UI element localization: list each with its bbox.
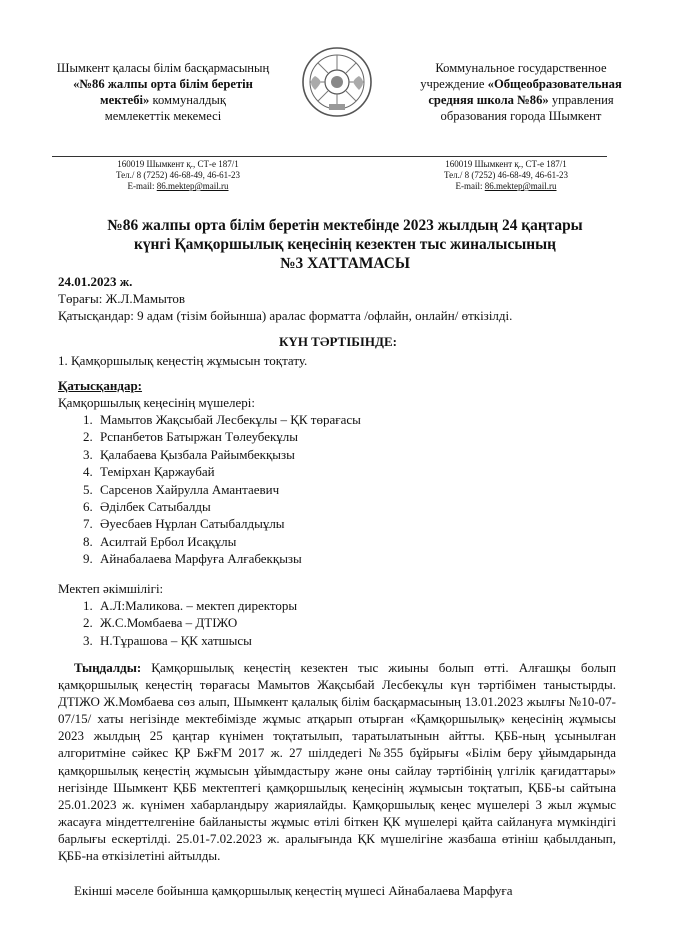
list-item: 3. Н.Тұрашова – ҚК хатшысы <box>96 632 658 649</box>
header-left-school-name-2: мектебі» <box>100 93 150 107</box>
heard-text: Қамқоршылық кеңестің кезектен тыс жиыны болып өтті. Алғашқы болып қамқоршылық кеңестің төрағасы Мамытов Жақсыбай Лесбекұлы күн тәртібімен таныстырды. ДТІЖО Ж.Момбаева сөз алып, Шымкент қалалық білім басқармасының 13.01.2023 жылғы №10-07-07/15/ хаты негізінде мектебімізде жұмыс атқарып отырған «Қамқоршылық» кеңесінің жұмысы 2023 жылдың 25 қаңтар күнімен тоқтатылып, таратылатынын айтты. ҚББ-ның ұсынылған алгоритміне сәйкес ҚР БжҒМ 2017 ж. 27 шілдедегі №355 бұйрығы «Білім беру ұйымдарында қамқоршылық кеңестің жұмысын ұйымдастыру және оны сайлау тәртібінің үлгілік қағидаттары» негізінде Шымкент ҚББ мектептегі қамқоршылық кеңесінің жұмысын тоқтатып, ҚББ-ы сайтына 25.01.2023 ж. күнімен хабарландыру жариялайды. Қамқоршылық кеңес мүшелері 3 жыл жұмыс жасауға міндеттелгеніне байланысты жұмыс өтілі біткен ҚК мүшелері қайта сайлануға мүмкіндігі барлығы ескертілді. 25.01-7.02.2023 ж. аралығында ҚК мүшелігіне жазбаша өтініш қабылданып, ҚББ-на өткізілетіні айтылды. <box>58 660 616 864</box>
administration-heading: Мектеп әкімшілігі: <box>58 581 164 596</box>
header-right-line5: образования города Шымкент <box>440 109 602 123</box>
header-right-line4: управления <box>548 93 614 107</box>
meeting-date: 24.01.2023 ж. <box>58 274 133 289</box>
list-item: 9. Айнабалаева Марфуға Алғабекқызы <box>96 550 658 567</box>
address-left-phone: Тел./ 8 (7252) 46-68-49, 46-61-23 <box>115 170 241 180</box>
address-left-email-link[interactable]: 86.mektep@mail.ru <box>156 181 229 191</box>
list-item: 7. Әуесбаев Нұрлан Сатыбалдыұлы <box>96 515 658 532</box>
list-item: 2. Ж.С.Момбаева – ДТІЖО <box>96 614 658 631</box>
list-item: 1. Мамытов Жақсыбай Лесбекұлы – ҚК төрағасы <box>96 411 658 428</box>
list-item: 8. Асилтай Ербол Исақұлы <box>96 533 658 550</box>
meeting-participants: Қатысқандар: 9 адам (тізім бойынша) аралас форматта /офлайн, онлайн/ өткізілді. <box>58 308 513 323</box>
address-right-phone: Тел./ 8 (7252) 46-68-49, 46-61-23 <box>443 170 569 180</box>
title-line2: күнгі Қамқоршылық кеңесінің кезектен тыс жиналысының <box>133 236 557 253</box>
list-item: 3. Қалабаева Қызбала Райымбекқызы <box>96 446 658 463</box>
title-line3: №3 ХАТТАМАСЫ <box>280 255 410 272</box>
meta-block <box>58 273 658 324</box>
state-emblem-icon <box>301 46 373 118</box>
address-left-email-label: E-mail: <box>127 181 157 191</box>
list-item: 1. А.Л:Маликова. – мектеп директоры <box>96 597 658 614</box>
document-title <box>40 216 650 273</box>
title-line1: №86 жалпы орта білім беретін мектебінде 2023 жылдың 24 қаңтары <box>107 217 583 234</box>
header-left-line4: мемлекеттік мекемесі <box>104 109 222 123</box>
administration-list <box>58 597 658 649</box>
meeting-chair: Төрағы: Ж.Л.Мамытов <box>58 291 186 306</box>
address-right-email-label: E-mail: <box>455 181 485 191</box>
header-right-line2: учреждение <box>420 77 488 91</box>
header-left-line3: коммуналдық <box>149 93 226 107</box>
list-item: 4. Темірхан Қаржаубай <box>96 463 658 480</box>
header-right-school-name: «Общеобразовательная <box>487 77 622 91</box>
list-item: 2. Рспанбетов Батыржан Төлеубекұлы <box>96 428 658 445</box>
attendees-subheading: Қамқоршылық кеңесінің мүшелері: <box>58 395 255 410</box>
address-right-email-link[interactable]: 86.mektep@mail.ru <box>484 181 557 191</box>
address-right-street: 160019 Шымкент қ., СТ-е 187/1 <box>445 159 567 169</box>
council-member-list <box>58 411 658 568</box>
header-right-line1: Коммунальное государственное <box>435 61 607 75</box>
address-russian <box>386 159 626 192</box>
address-left-street: 160019 Шымкент қ., СТ-е 187/1 <box>117 159 239 169</box>
header-left-school-name: «№86 жалпы орта білім беретін <box>73 77 253 91</box>
attendees-block <box>58 377 658 568</box>
agenda-item: 1. Қамқоршылық кеңестің жұмысын тоқтату. <box>58 353 308 368</box>
header-left-line1: Шымкент қаласы білім басқармасының <box>56 61 270 75</box>
address-kazakh <box>58 159 298 192</box>
list-item: 6. Әділбек Сатыбалды <box>96 498 658 515</box>
header-russian <box>392 60 650 124</box>
heard-label: Тыңдалды: <box>74 660 142 675</box>
agenda-heading: КҮН ТӘРТІБІНДЕ: <box>279 334 397 349</box>
second-issue-paragraph: Екінші мәселе бойынша қамқоршылық кеңестің мүшесі Айнабалаева Марфуға <box>74 883 513 898</box>
header-divider <box>52 156 607 157</box>
administration-block <box>58 580 658 649</box>
header-right-school-name-2: средняя школа №86» <box>428 93 549 107</box>
header-kazakh <box>38 60 288 124</box>
heard-paragraph <box>58 659 616 864</box>
list-item: 5. Сарсенов Хайрулла Амантаевич <box>96 481 658 498</box>
attendees-heading: Қатысқандар: <box>58 378 143 393</box>
